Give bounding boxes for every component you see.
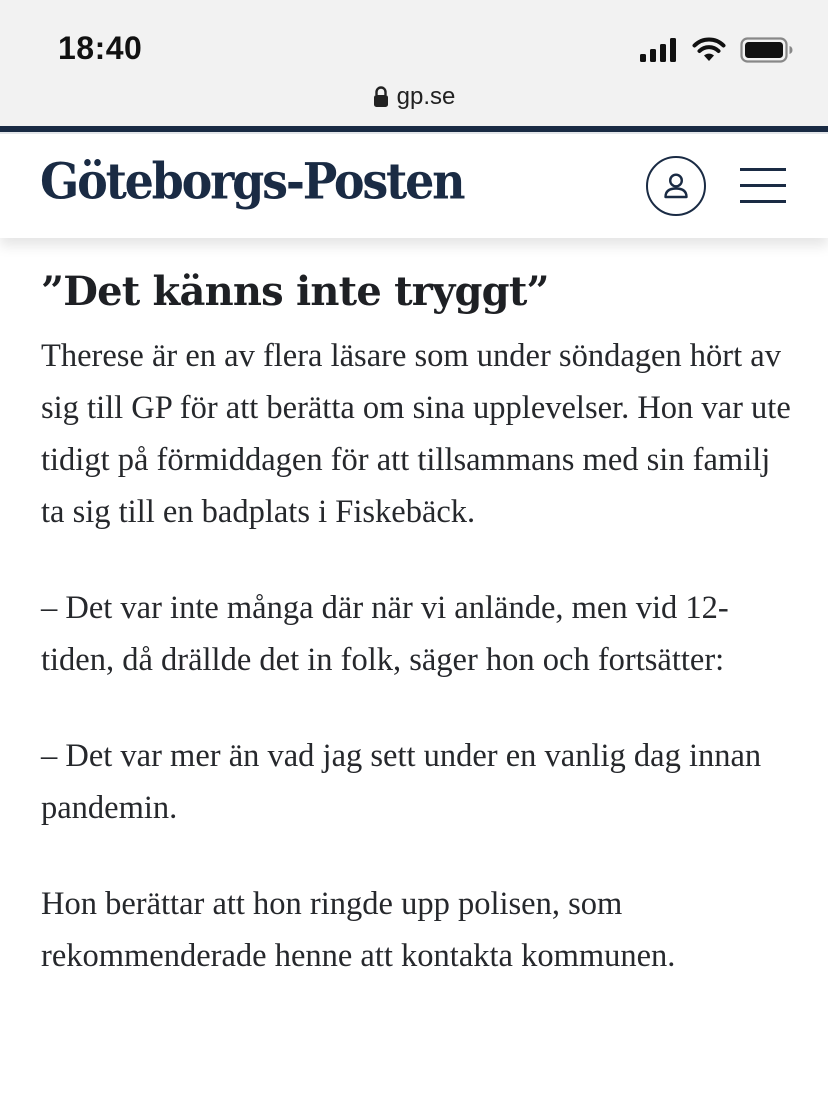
cellular-signal-icon (640, 38, 678, 62)
status-bar (0, 0, 828, 126)
battery-icon (740, 37, 794, 63)
wifi-icon (692, 37, 726, 63)
article-paragraph: – Det var inte många där när vi anlände, men vid 12-tiden, då drällde det in folk, säger hon och fortsätter: (41, 590, 729, 678)
address-bar[interactable] (0, 80, 828, 114)
site-header (0, 132, 828, 238)
article-body (41, 262, 791, 982)
status-time: 18:40 (58, 30, 143, 66)
article-paragraph: Hon berättar att hon ringde upp polisen, som rekommenderade henne att kontakta kommunen. (41, 886, 676, 974)
url-text[interactable]: gp.se (396, 83, 456, 110)
article-paragraph: Therese är en av flera läsare som under söndagen hört av sig till GP för att berätta om sina upplevelser. Hon var ute tidigt på förmiddagen för att tillsammans med sin familj ta sig till en badplats i Fiskebäck. (41, 338, 791, 530)
lock-icon (373, 86, 389, 108)
hamburger-menu-icon[interactable] (740, 166, 786, 206)
status-icons (640, 34, 794, 66)
article-subheading: ”Det känns inte tryggt” (41, 268, 549, 315)
site-logo[interactable]: Göteborgs-Posten (40, 152, 464, 211)
user-icon (663, 172, 689, 200)
account-button[interactable] (646, 156, 706, 216)
article-paragraph: – Det var mer än vad jag sett under en vanlig dag innan pandemin. (41, 738, 762, 826)
